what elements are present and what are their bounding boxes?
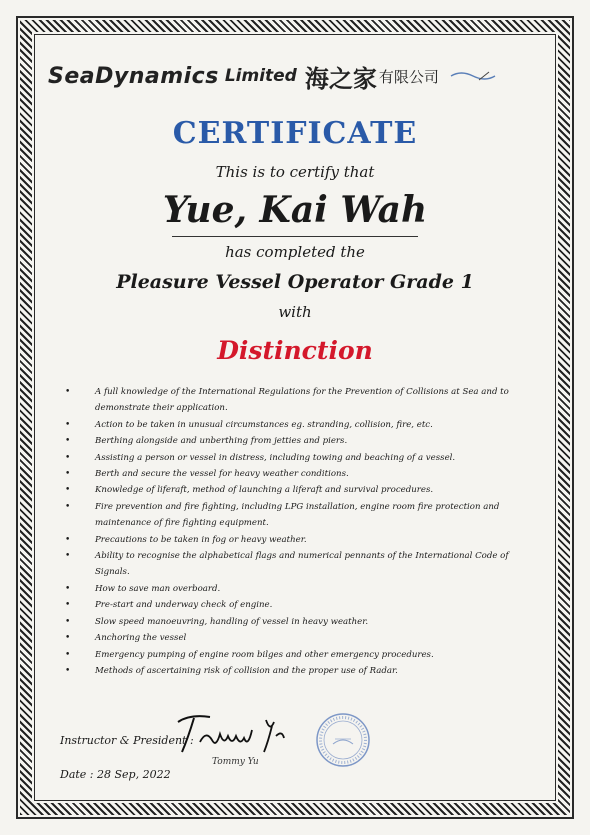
- list-item: [64, 581, 518, 597]
- company-seal-icon: [315, 712, 371, 768]
- list-item: [64, 647, 518, 663]
- competency-list: [64, 384, 518, 679]
- list-item: [64, 532, 518, 548]
- handwritten-signature: [170, 708, 300, 758]
- list-item-text: Emergency pumping of engine room bilges and other emergency procedures.: [95, 649, 434, 660]
- bullet-icon: •: [65, 387, 71, 397]
- name-underline: [172, 236, 418, 237]
- certificate-date: Date : 28 Sep, 2022: [60, 768, 171, 781]
- list-item: [64, 433, 518, 449]
- list-item: [64, 597, 518, 613]
- bullet-icon: •: [65, 665, 71, 676]
- with-text: with: [278, 303, 312, 321]
- completed-text: has completed the: [225, 243, 365, 261]
- list-item: [64, 630, 518, 646]
- company-name-chinese: 海之家: [304, 63, 377, 93]
- company-suffix-chinese: 有限公司: [378, 67, 439, 86]
- list-item-text: Anchoring the vessel: [95, 633, 187, 644]
- wave-logo-icon: [449, 68, 499, 84]
- bullet-icon: •: [65, 436, 71, 447]
- bullet-icon: •: [65, 551, 71, 562]
- list-item-text: A full knowledge of the International Regulations for the Prevention of Collisions at Sea and to demonstrate their application.: [95, 387, 509, 414]
- bullet-icon: •: [65, 600, 71, 611]
- list-item: [64, 614, 518, 630]
- list-item-text: Slow speed manoeuvring, handling of vessel in heavy weather.: [95, 616, 369, 627]
- list-item-text: Ability to recognise the alphabetical flags and numerical pennants of the International Code of Signals.: [95, 551, 509, 578]
- certificate-title: CERTIFICATE: [172, 116, 418, 151]
- bullet-icon: •: [65, 485, 71, 496]
- list-item-text: Pre-start and underway check of engine.: [95, 600, 273, 611]
- company-limited: Limited: [224, 66, 297, 86]
- signatory-name: Tommy Yu: [212, 757, 259, 767]
- bullet-icon: •: [65, 583, 71, 594]
- list-item: [64, 499, 518, 532]
- company-header: [48, 58, 548, 94]
- list-item-text: Fire prevention and fire fighting, including LPG installation, engine room fire protection and maintenance of fire fighting equipment.: [95, 501, 500, 529]
- course-name: Pleasure Vessel Operator Grade 1: [116, 271, 474, 293]
- list-item: [64, 417, 518, 433]
- certify-intro: This is to certify that: [215, 163, 375, 181]
- list-item: [64, 482, 518, 498]
- list-item: [64, 663, 518, 679]
- recipient-name: Yue, Kai Wah: [162, 189, 428, 231]
- list-item: [64, 466, 518, 482]
- list-item-text: Methods of ascertaining risk of collision and the proper use of Radar.: [95, 665, 398, 676]
- bullet-icon: •: [65, 469, 71, 480]
- list-item-text: How to save man overboard.: [95, 583, 221, 594]
- list-item-text: Action to be taken in unusual circumstances eg. stranding, collision, fire, etc.: [95, 419, 433, 430]
- list-item-text: Knowledge of liferaft, method of launching a liferaft and survival procedures.: [95, 485, 434, 496]
- grade-distinction: Distinction: [217, 336, 373, 365]
- bullet-icon: •: [65, 616, 71, 627]
- list-item: [64, 384, 518, 417]
- company-name: SeaDynamics: [48, 63, 219, 89]
- bullet-icon: •: [65, 633, 71, 644]
- bullet-icon: •: [65, 501, 71, 512]
- bullet-icon: •: [65, 649, 71, 660]
- signature-label: Instructor & President :: [60, 734, 194, 747]
- bullet-icon: •: [65, 534, 71, 545]
- bullet-icon: •: [65, 452, 71, 463]
- list-item: [64, 450, 518, 466]
- list-item-text: Berthing alongside and unberthing from jetties and piers.: [95, 436, 348, 447]
- list-item-text: Assisting a person or vessel in distress, including towing and beaching of a vessel.: [95, 452, 456, 463]
- list-item-text: Precautions to be taken in fog or heavy weather.: [95, 534, 307, 545]
- bullet-icon: •: [65, 419, 71, 430]
- list-item: [64, 548, 518, 581]
- list-item-text: Berth and secure the vessel for heavy weather conditions.: [95, 469, 349, 480]
